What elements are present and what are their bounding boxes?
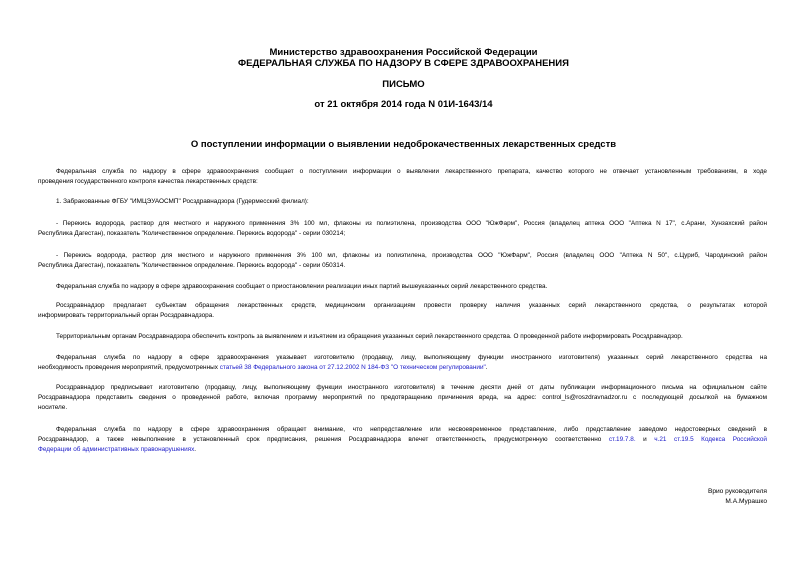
- text-line: Республика Дагестан), показатель "Количественное определение. Перекись водорода" - серии 030214;: [38, 230, 346, 237]
- text-line: [38, 435, 767, 445]
- koap-article-19-7-8-link[interactable]: ст.19.7.8.: [608, 436, 636, 443]
- paragraph-6: [38, 301, 767, 321]
- text-line: Территориальным органам Росздравнадзора обеспечить контроль за выявлением и изъятием из обращения указанных серий лекарственного средства. О проведенной работе информировать Росздравнадзор.: [56, 333, 683, 340]
- text-line: Республика Дагестан), показатель "Количественное определение. Перекись водорода" - серии 050314.: [38, 262, 346, 269]
- signature-name: М.А.Мурашко: [725, 498, 767, 505]
- text-line: информировать территориальный орган Росздравнадзора.: [38, 312, 215, 319]
- text-segment: и: [635, 436, 655, 443]
- paragraph-5: [38, 282, 767, 292]
- paragraph-3: [38, 219, 767, 239]
- text-segment: .: [194, 446, 197, 453]
- text-line: [38, 445, 767, 455]
- text-line: [38, 363, 767, 373]
- service-name: ФЕДЕРАЛЬНАЯ СЛУЖБА ПО НАДЗОРУ В СФЕРЕ ЗДРАВООХРАНЕНИЯ: [238, 58, 569, 69]
- text-line: носителе.: [38, 404, 68, 411]
- text-segment: .: [485, 364, 488, 371]
- text-line: - Перекись водорода, раствор для местного и наружного применения 3% 100 мл, флаконы из полиэтилена, производства ООО "ЮжФарм", Россия (владелец ООО "Аптека N 50", с.Цуриб, Чародинский район: [56, 252, 767, 259]
- paragraph-10: [38, 425, 767, 455]
- koap-code-link[interactable]: Федерации об административных правонарушениях: [38, 446, 195, 453]
- text-line: - Перекись водорода, раствор для местного и наружного применения 3% 100 мл, флаконы из полиэтилена, производства ООО "ЮжФарм", Россия (владелец аптека ООО "Аптека N 17", с.Арани, Хунзахский район: [56, 220, 767, 227]
- document-type: ПИСЬМО: [382, 79, 425, 90]
- text-line: Федеральная служба по надзору в сфере здравоохранения сообщает о приостановлении реализации иных партий вышеуказанных серий лекарственного средства.: [56, 283, 548, 290]
- koap-article-19-5-link[interactable]: ч.21 ст.19.5 Кодекса Российской: [654, 436, 767, 443]
- signature-position: Врио руководителя: [707, 488, 767, 495]
- text-line: 1. Забракованные ФГБУ "ИМЦЭУАОСМП" Росздравнадзора (Гудермесский филиал):: [56, 198, 309, 205]
- document-date-number: от 21 октября 2014 года N 01И-1643/14: [314, 99, 493, 110]
- paragraph-7: [38, 332, 767, 342]
- text-line: проведения государственного контроля качества лекарственных средств:: [38, 178, 258, 185]
- text-segment: необходимость проведения мероприятий, предусмотренных: [38, 364, 220, 371]
- paragraph-8: [38, 353, 767, 373]
- text-segment: Росздравнадзор, а также невыполнение в установленный срок предписания, решения Росздравнадзора влечет ответственность, предусмотренную соответственно: [38, 436, 609, 443]
- paragraph-2: [38, 197, 767, 207]
- text-line: Росздравнадзора представить сведения о проведенной работе, включая программу мероприятий по предотвращению причинения вреда, на адрес: control_ls@roszdravnadzor.ru с последующей досылкой на бумажном: [38, 394, 767, 401]
- ministry-name: Министерство здравоохранения Российской Федерации: [269, 47, 538, 58]
- paragraph-1: [38, 167, 767, 187]
- text-line: Росздравнадзор предписывает изготовителю (продавцу, лицу, выполняющему функции иностранного изготовителя) в течение десяти дней от даты публикации информационного письма на официальном сайте: [56, 384, 767, 391]
- law-article-38-link[interactable]: статьей 38 Федерального закона от 27.12.2002 N 184-ФЗ "О техническом регулировании": [219, 364, 486, 371]
- paragraph-4: [38, 251, 767, 271]
- paragraph-9: [38, 383, 767, 413]
- text-line: Росздравнадзор предлагает субъектам обращения лекарственных средств, медицинским организациям провести проверку наличия указанных серий лекарственного средства, о результатах которой: [56, 302, 767, 309]
- text-line: Федеральная служба по надзору в сфере здравоохранения указывает изготовителю (продавцу, лицу, выполняющему функции иностранного изготовителя) указанных серий лекарственного средства на: [56, 354, 767, 361]
- document-title: О поступлении информации о выявлении недоброкачественных лекарственных средств: [190, 139, 617, 150]
- text-line: Федеральная служба по надзору в сфере здравоохранения обращает внимание, что непредставление или несвоевременное представление, либо представление заведомо недостоверных сведений в: [56, 426, 767, 433]
- text-line: Федеральная служба по надзору в сфере здравоохранения сообщает о поступлении информации о выявлении лекарственного препарата, качество которого не отвечает установленным требованиям, в ходе: [56, 168, 767, 175]
